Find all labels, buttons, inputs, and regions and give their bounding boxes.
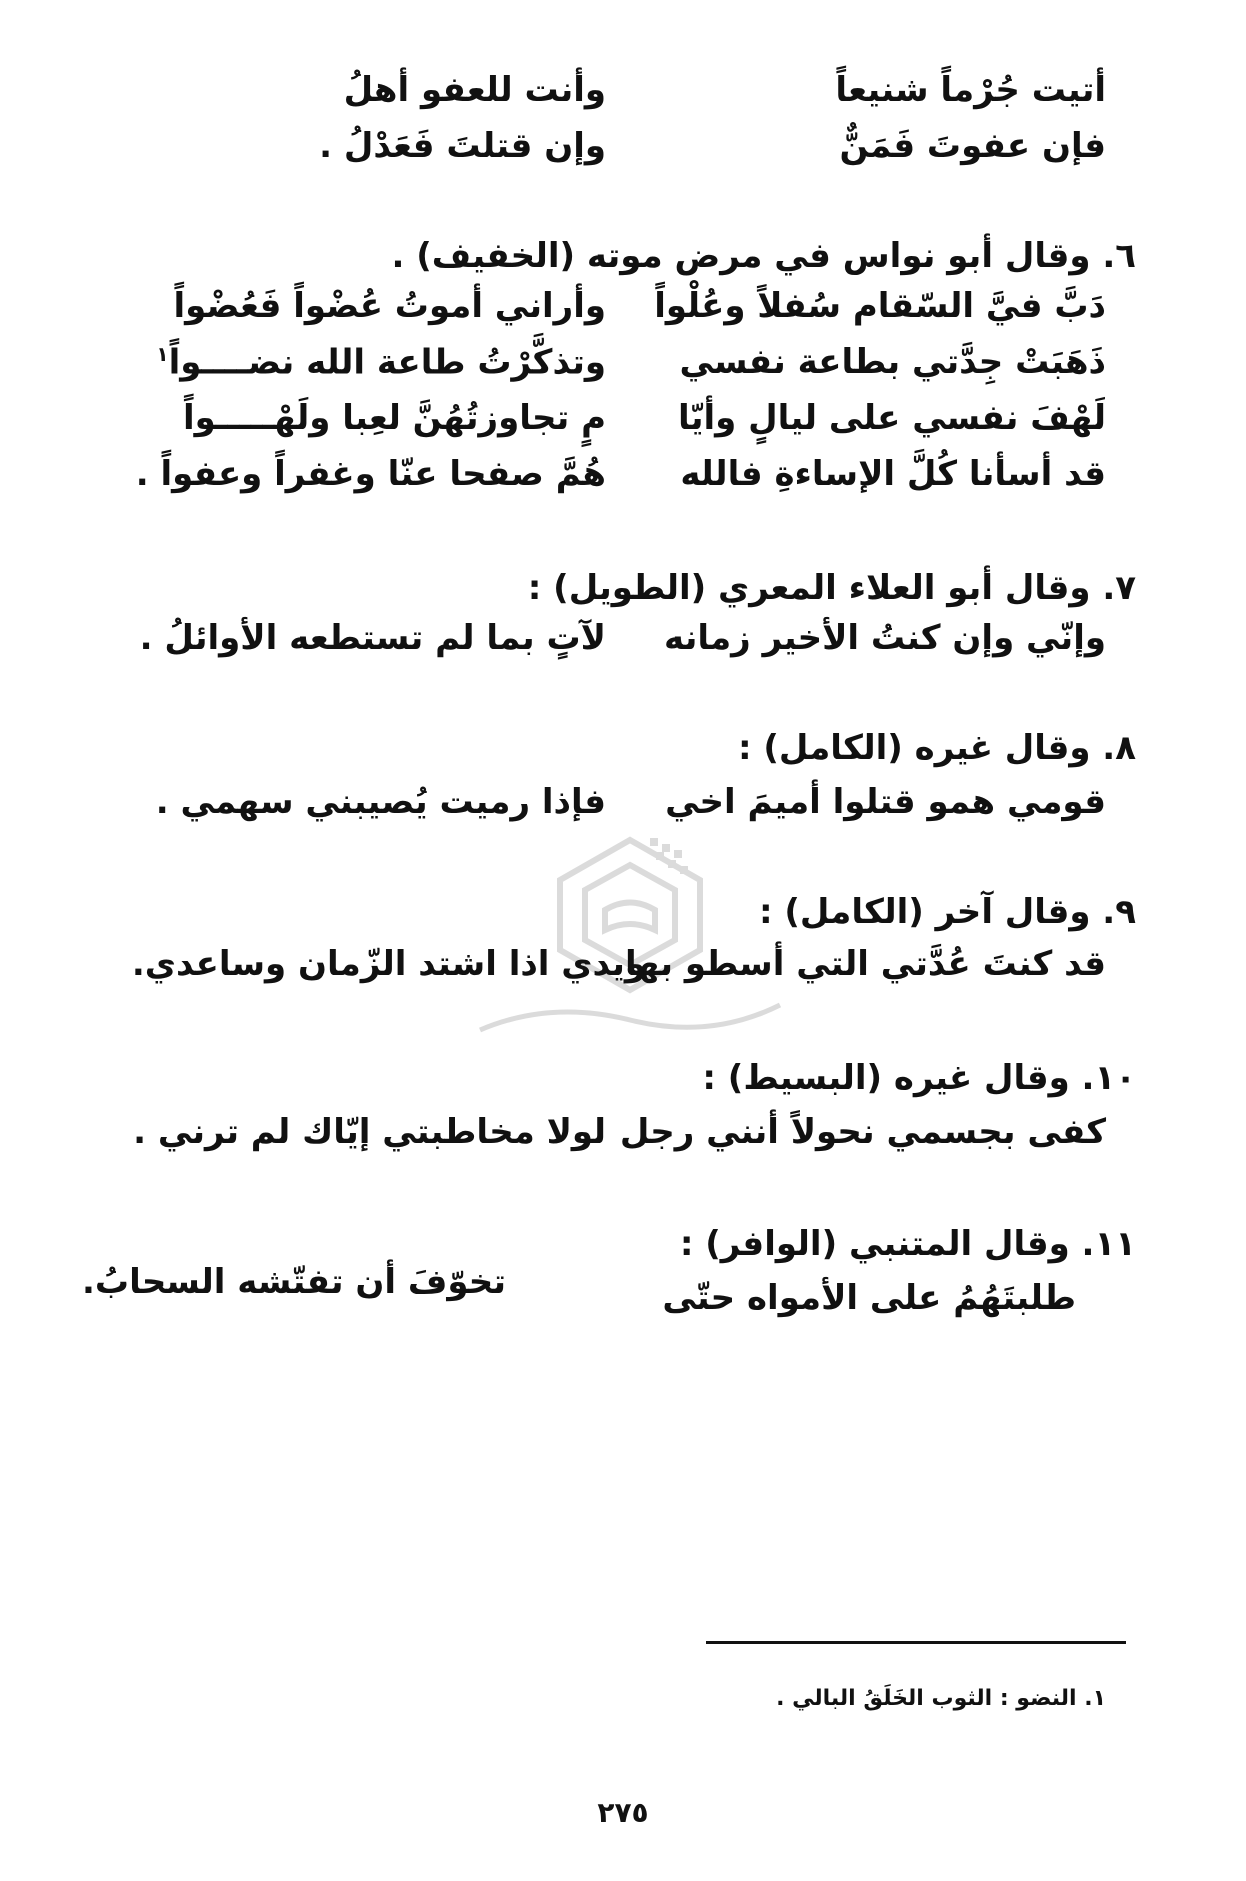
page-number: ٢٧٥ — [597, 1796, 649, 1829]
section-heading-10: ١٠. وقال غيره (البسيط) : — [702, 1058, 1136, 1098]
verse-hemistich-right: كفى بجسمي نحولاً أنني رجل — [619, 1112, 1106, 1152]
footnote-text: ١. النضو : الثوب الخَلَقُ البالي . — [776, 1686, 1106, 1711]
section-heading-11: ١١. وقال المتنبي (الوافر) : — [679, 1224, 1136, 1264]
verse-hemistich-left: هُمَّ صفحا عنّا وغفراً وعفواً . — [135, 454, 606, 494]
verse-hemistich-right: قد أسأنا كُلَّ الإساءةِ فالله — [680, 454, 1106, 494]
section-heading-6: ٦. وقال أبو نواس في مرض موته (الخفيف) . — [391, 236, 1136, 276]
verse-hemistich-left: لولا مخاطبتي إيّاك لم ترني . — [133, 1112, 606, 1152]
watermark-logo-icon — [470, 820, 790, 1060]
section-heading-7: ٧. وقال أبو العلاء المعري (الطويل) : — [527, 568, 1136, 608]
verse-hemistich-right: ذَهَبَتْ جِدَّتي بطاعة نفسي — [679, 342, 1106, 382]
verse-hemistich-right: طلبتَهُمُ على الأمواه حتّى — [662, 1278, 1076, 1318]
verse-hemistich-right: قومي همو قتلوا أميمَ اخي — [665, 782, 1106, 822]
verse-hemistich-left: مٍ تجاوزتُهُنَّ لعِبا ولَهْـــــواً — [182, 398, 606, 438]
footnote-divider — [706, 1641, 1126, 1644]
verse-hemistich-left: ويدي اذا اشتد الزّمان وساعدي. — [131, 944, 646, 984]
verse-hemistich-right: فإن عفوتَ فَمَنٌّ — [839, 126, 1106, 166]
verse-hemistich-left: لآتٍ بما لم تستطعه الأوائلُ . — [139, 618, 606, 658]
verse-hemistich-left — [156, 342, 606, 383]
verse-hemistich-right: لَهْفَ نفسي على ليالٍ وأيّا — [677, 398, 1106, 438]
section-heading-8: ٨. وقال غيره (الكامل) : — [737, 728, 1136, 768]
section-heading-9: ٩. وقال آخر (الكامل) : — [758, 892, 1136, 932]
verse-hemistich-left: تخوّفَ أن تفتّشه السحابُ. — [82, 1262, 506, 1302]
verse-hemistich-right: قد كنتَ عُدَّتي التي أسطو بها — [625, 944, 1106, 984]
verse-hemistich-right: دَبَّ فيَّ السّقام سُفلاً وعُلْواً — [654, 286, 1106, 326]
verse-hemistich-right: وإنّي وإن كنتُ الأخير زمانه — [663, 618, 1106, 658]
verse-text: وتذكَّرْتُ طاعة الله نضــــواً — [168, 342, 606, 383]
verse-hemistich-right: أتيت جُرْماً شنيعاً — [835, 70, 1106, 110]
footnote-marker: ١ — [156, 342, 169, 366]
verse-hemistich-left: وأراني أموتُ عُضْواً فَعُضْواً — [173, 286, 606, 326]
verse-hemistich-left: وإن قتلتَ فَعَدْلُ . — [319, 126, 606, 166]
verse-hemistich-left: فإذا رميت يُصيبني سهمي . — [155, 782, 606, 822]
verse-hemistich-left: وأنت للعفو أهلُ — [343, 70, 606, 110]
